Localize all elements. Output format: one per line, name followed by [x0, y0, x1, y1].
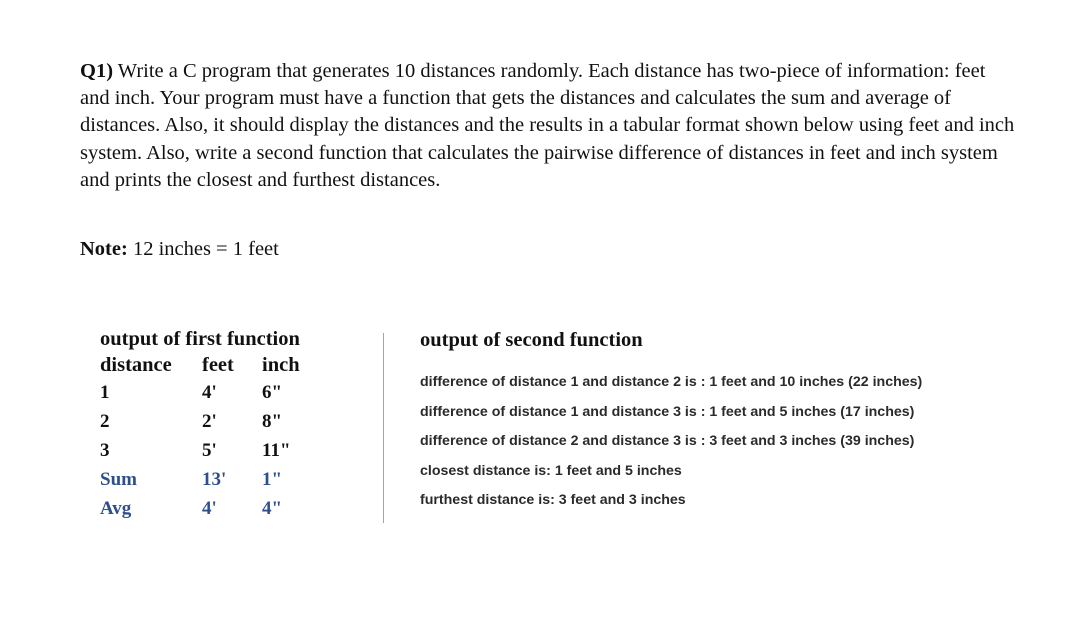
table-row-sum — [100, 465, 332, 494]
header-inch: inch — [262, 353, 300, 376]
distance-table — [100, 352, 332, 523]
first-function-output — [100, 326, 360, 523]
header-feet: feet — [202, 353, 234, 376]
question-paragraph — [80, 58, 1020, 194]
closest-distance-line: closest distance is: 1 feet and 5 inches — [420, 462, 682, 479]
difference-line-1-2: difference of distance 1 and distance 2 is : 1 feet and 10 inches (22 inches) — [420, 374, 923, 390]
inch-cell: 11" — [262, 439, 291, 461]
table-row — [100, 407, 332, 436]
column-divider — [383, 333, 384, 523]
inch-cell: 6" — [262, 381, 283, 403]
note-label: Note: — [80, 238, 128, 260]
inch-cell: 8" — [262, 410, 283, 432]
feet-cell: 4' — [202, 381, 217, 403]
second-output-heading: output of second function — [420, 329, 643, 351]
sum-feet: 13' — [202, 468, 227, 490]
avg-feet: 4' — [202, 497, 217, 519]
avg-inch: 4" — [262, 497, 283, 519]
header-distance: distance — [100, 353, 172, 376]
table-row — [100, 378, 332, 407]
avg-label: Avg — [100, 497, 132, 519]
sum-inch: 1" — [262, 468, 283, 490]
question-text: Write a C program that generates 10 distances randomly. Each distance has two-piece of information: feet and inch. Your program must have a function that gets the distances and calculates the sum and average of distances. Also, it should display the distances and the results in a tabular format shown below using feet and inch system. Also, write a second function that calculates the pairwise difference of distances in feet and inch system and prints the closest and furthest distances. — [80, 60, 1015, 191]
distance-cell: 3 — [100, 439, 110, 461]
furthest-distance-line: furthest distance is: 3 feet and 3 inches — [420, 492, 686, 508]
distance-cell: 2 — [100, 410, 110, 432]
difference-line-1-3: difference of distance 1 and distance 3 is : 1 feet and 5 inches (17 inches) — [420, 403, 915, 420]
table-row-avg — [100, 494, 332, 523]
feet-cell: 5' — [202, 439, 217, 461]
distance-cell: 1 — [100, 381, 110, 403]
question-label: Q1) — [80, 60, 114, 82]
sum-label: Sum — [100, 468, 137, 490]
note — [80, 236, 279, 263]
feet-cell: 2' — [202, 410, 217, 432]
table-header-row — [100, 352, 332, 378]
note-text: 12 inches = 1 feet — [132, 238, 279, 260]
difference-line-2-3: difference of distance 2 and distance 3 is : 3 feet and 3 inches (39 inches) — [420, 433, 915, 449]
second-function-output — [420, 326, 1040, 516]
table-row — [100, 436, 332, 465]
first-output-heading: output of first function — [100, 328, 300, 350]
